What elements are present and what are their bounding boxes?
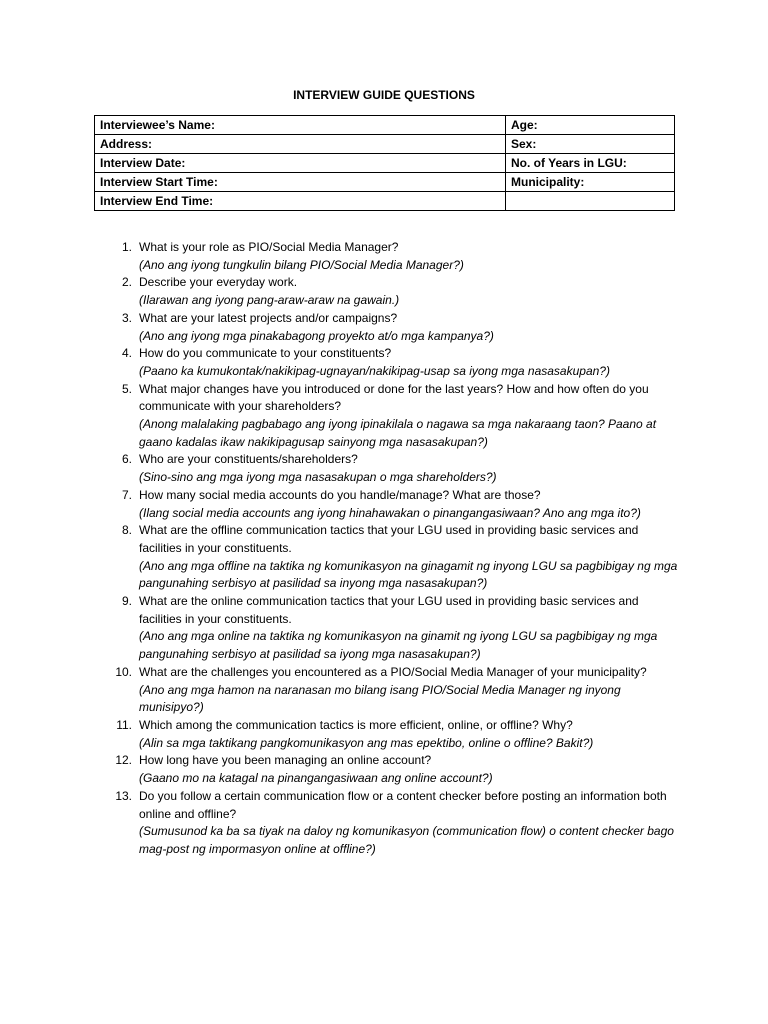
question-tagalog: (Ano ang mga online na taktika ng komunikasyon na ginamit ng iyong LGU sa pagbibigay ng mga pangunahing serbisyo at pasilidad sa iyong mga nasasakupan?) xyxy=(139,629,658,662)
question-item xyxy=(121,310,679,345)
question-item xyxy=(115,752,679,787)
question-list xyxy=(115,239,679,859)
question-tagalog: (Gaano mo na katagal na pinangangasiwaan ang online account?) xyxy=(139,771,493,786)
question-number: 2. xyxy=(121,275,132,290)
question-number: 5. xyxy=(121,381,132,396)
address-label: Address: xyxy=(95,135,506,154)
sex-label: Sex: xyxy=(506,135,675,154)
question-english: Do you follow a certain communication flow or a content checker before posting an information both online and offline? xyxy=(139,788,667,821)
question-english: What are the online communication tactics that your LGU used in providing basic services and facilities in your constituents. xyxy=(139,594,639,626)
question-item xyxy=(115,788,679,859)
question-number: 9. xyxy=(121,594,132,609)
municipality-label: Municipality: xyxy=(506,173,675,192)
question-number: 10. xyxy=(115,664,132,679)
question-english: Which among the communication tactics is more efficient, online, or offline? Why? xyxy=(139,717,573,732)
question-item xyxy=(121,345,679,380)
question-english: What are the offline communication tactics that your LGU used in providing basic services and facilities in your constituents. xyxy=(139,523,639,555)
interviewee-info-table xyxy=(94,115,675,211)
interview-date-label: Interview Date: xyxy=(95,154,506,173)
question-number: 11. xyxy=(116,717,132,732)
table-row xyxy=(95,173,675,192)
age-label: Age: xyxy=(506,116,675,135)
empty-cell xyxy=(506,192,675,211)
question-english: Who are your constituents/shareholders? xyxy=(139,452,358,467)
question-tagalog: (Ano ang iyong mga pinakabagong proyekto at/o mga kampanya?) xyxy=(139,328,494,343)
question-tagalog: (Alin sa mga taktikang pangkomunikasyon ang mas epektibo, online o offline? Bakit?) xyxy=(139,735,594,750)
table-row xyxy=(95,154,675,173)
question-tagalog: (Paano ka kumukontak/nakikipag-ugnayan/nakikipag-usap sa iyong mga nasasakupan?) xyxy=(139,363,610,378)
question-number: 13. xyxy=(115,788,132,803)
question-number: 1. xyxy=(121,240,132,254)
interview-end-time-label: Interview End Time: xyxy=(95,192,506,211)
table-row xyxy=(95,135,675,154)
question-english: What are the challenges you encountered as a PIO/Social Media Manager of your municipality? xyxy=(139,664,647,679)
question-tagalog: (Ano ang iyong tungkulin bilang PIO/Social Media Manager?) xyxy=(139,257,464,272)
question-number: 6. xyxy=(121,452,132,467)
question-item xyxy=(121,274,679,309)
question-tagalog: (Sino-sino ang mga iyong mga nasasakupan o mga shareholders?) xyxy=(139,470,497,485)
question-item xyxy=(121,451,679,486)
question-item xyxy=(121,239,679,274)
question-item xyxy=(115,664,679,717)
question-item xyxy=(121,381,679,452)
question-english: What major changes have you introduced or done for the last years? How and how often do you communicate with your shareholders? xyxy=(139,381,649,414)
question-tagalog: (Sumusunod ka ba sa tiyak na daloy ng komunikasyon (communication flow) o content checker bago mag-post ng impormasyon online at offline?) xyxy=(139,824,674,856)
question-english: How long have you been managing an online account? xyxy=(139,753,432,768)
interviewee-name-label: Interviewee’s Name: xyxy=(95,116,506,135)
question-item xyxy=(116,717,679,752)
question-english: How do you communicate to your constituents? xyxy=(139,346,392,361)
question-tagalog: (Anong malalaking pagbabago ang iyong ipinakilala o nagawa sa mga nakaraang taon? Paano at gaano kadalas ikaw nakikipagusap sainyong mga nasasakupan?) xyxy=(139,417,657,449)
years-in-lgu-label: No. of Years in LGU: xyxy=(506,154,675,173)
question-number: 12. xyxy=(115,753,132,768)
table-row xyxy=(95,192,675,211)
interview-start-time-label: Interview Start Time: xyxy=(95,173,506,192)
question-english: What are your latest projects and/or campaigns? xyxy=(139,310,398,325)
question-number: 7. xyxy=(121,487,132,502)
question-item xyxy=(121,522,679,593)
question-tagalog: (Ano ang mga hamon na naranasan mo bilang isang PIO/Social Media Manager ng inyong munisipyo?) xyxy=(139,682,621,715)
question-item xyxy=(121,487,679,522)
question-number: 3. xyxy=(121,310,132,325)
question-number: 8. xyxy=(121,523,132,538)
question-english: What is your role as PIO/Social Media Manager? xyxy=(139,240,399,254)
question-number: 4. xyxy=(121,346,132,361)
document-title: INTERVIEW GUIDE QUESTIONS xyxy=(293,88,475,102)
question-english: How many social media accounts do you handle/manage? What are those? xyxy=(139,487,541,502)
table-row xyxy=(95,116,675,135)
question-english: Describe your everyday work. xyxy=(139,275,298,290)
question-item xyxy=(121,593,679,664)
question-tagalog: (Ilang social media accounts ang iyong hinahawakan o pinangangasiwaan? Ano ang mga ito?) xyxy=(139,505,641,520)
question-tagalog: (Ilarawan ang iyong pang-araw-araw na gawain.) xyxy=(139,293,400,308)
question-tagalog: (Ano ang mga offline na taktika ng komunikasyon na ginagamit ng inyong LGU sa pagbibigay ng mga pangunahing serbisyo at pasilidad sa inyong mga nasasakupan?) xyxy=(139,558,678,591)
